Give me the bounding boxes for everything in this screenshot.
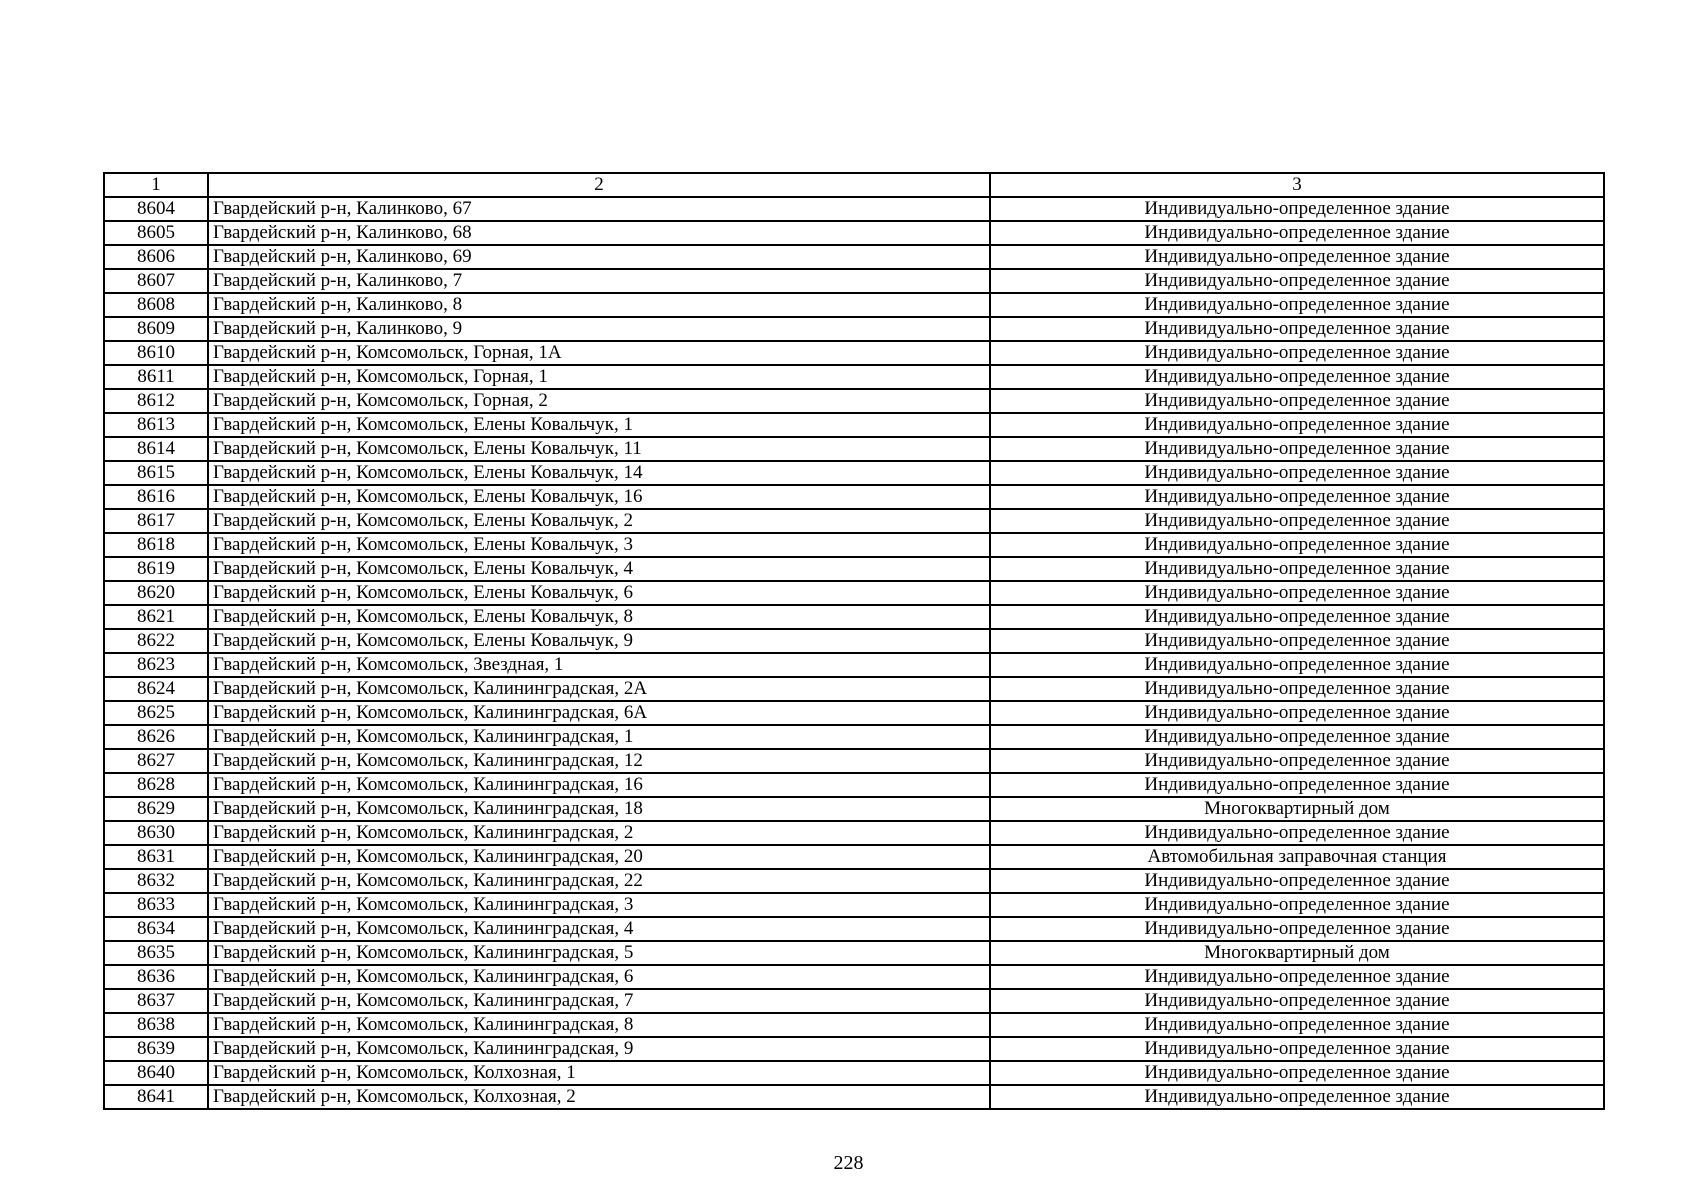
row-address: Гвардейский р-н, Комсомольск, Калининградская, 8 [208, 1013, 990, 1037]
header-col-2: 2 [208, 173, 990, 197]
row-object-type: Индивидуально-определенное здание [990, 485, 1604, 509]
row-address: Гвардейский р-н, Комсомольск, Калининградская, 1 [208, 725, 990, 749]
row-number: 8641 [104, 1085, 208, 1109]
table-row [104, 365, 1604, 389]
row-address: Гвардейский р-н, Калинково, 9 [208, 317, 990, 341]
row-number: 8608 [104, 293, 208, 317]
row-object-type: Многоквартирный дом [990, 941, 1604, 965]
row-number: 8632 [104, 869, 208, 893]
row-object-type: Индивидуально-определенное здание [990, 437, 1604, 461]
table-row [104, 1013, 1604, 1037]
row-object-type: Индивидуально-определенное здание [990, 581, 1604, 605]
row-object-type: Индивидуально-определенное здание [990, 989, 1604, 1013]
table-row [104, 629, 1604, 653]
row-object-type: Индивидуально-определенное здание [990, 221, 1604, 245]
row-number: 8625 [104, 701, 208, 725]
table-row [104, 341, 1604, 365]
row-address: Гвардейский р-н, Комсомольск, Елены Ковальчук, 1 [208, 413, 990, 437]
row-object-type: Многоквартирный дом [990, 797, 1604, 821]
row-number: 8604 [104, 197, 208, 221]
table-row [104, 653, 1604, 677]
row-address: Гвардейский р-н, Калинково, 7 [208, 269, 990, 293]
row-number: 8621 [104, 605, 208, 629]
row-number: 8613 [104, 413, 208, 437]
table-row [104, 221, 1604, 245]
row-object-type: Индивидуально-определенное здание [990, 461, 1604, 485]
table-row [104, 485, 1604, 509]
table-row [104, 605, 1604, 629]
row-object-type: Индивидуально-определенное здание [990, 341, 1604, 365]
row-address: Гвардейский р-н, Комсомольск, Калининградская, 18 [208, 797, 990, 821]
row-address: Гвардейский р-н, Комсомольск, Калининградская, 4 [208, 917, 990, 941]
property-table [103, 172, 1605, 1110]
row-number: 8620 [104, 581, 208, 605]
row-number: 8612 [104, 389, 208, 413]
table-row [104, 941, 1604, 965]
row-address: Гвардейский р-н, Комсомольск, Колхозная, 2 [208, 1085, 990, 1109]
row-object-type: Индивидуально-определенное здание [990, 1013, 1604, 1037]
row-address: Гвардейский р-н, Комсомольск, Горная, 1 [208, 365, 990, 389]
row-address: Гвардейский р-н, Комсомольск, Колхозная, 1 [208, 1061, 990, 1085]
row-object-type: Индивидуально-определенное здание [990, 1085, 1604, 1109]
row-object-type: Индивидуально-определенное здание [990, 893, 1604, 917]
row-object-type: Индивидуально-определенное здание [990, 701, 1604, 725]
row-address: Гвардейский р-н, Комсомольск, Горная, 2 [208, 389, 990, 413]
table-row [104, 509, 1604, 533]
row-number: 8638 [104, 1013, 208, 1037]
row-number: 8629 [104, 797, 208, 821]
row-number: 8637 [104, 989, 208, 1013]
row-number: 8640 [104, 1061, 208, 1085]
row-number: 8614 [104, 437, 208, 461]
table-row [104, 725, 1604, 749]
table-row [104, 845, 1604, 869]
row-address: Гвардейский р-н, Комсомольск, Горная, 1А [208, 341, 990, 365]
row-address: Гвардейский р-н, Комсомольск, Калининградская, 2А [208, 677, 990, 701]
row-address: Гвардейский р-н, Комсомольск, Калининградская, 5 [208, 941, 990, 965]
row-object-type: Индивидуально-определенное здание [990, 821, 1604, 845]
row-object-type: Индивидуально-определенное здание [990, 605, 1604, 629]
row-address: Гвардейский р-н, Комсомольск, Звездная, 1 [208, 653, 990, 677]
row-number: 8611 [104, 365, 208, 389]
row-object-type: Индивидуально-определенное здание [990, 1037, 1604, 1061]
row-object-type: Индивидуально-определенное здание [990, 917, 1604, 941]
row-address: Гвардейский р-н, Комсомольск, Елены Ковальчук, 4 [208, 557, 990, 581]
row-object-type: Индивидуально-определенное здание [990, 653, 1604, 677]
row-object-type: Индивидуально-определенное здание [990, 629, 1604, 653]
table-row [104, 437, 1604, 461]
table-row [104, 893, 1604, 917]
row-address: Гвардейский р-н, Калинково, 68 [208, 221, 990, 245]
table-row [104, 389, 1604, 413]
table-row [104, 245, 1604, 269]
row-number: 8616 [104, 485, 208, 509]
row-number: 8624 [104, 677, 208, 701]
row-number: 8627 [104, 749, 208, 773]
table-row [104, 749, 1604, 773]
row-address: Гвардейский р-н, Комсомольск, Елены Ковальчук, 16 [208, 485, 990, 509]
row-address: Гвардейский р-н, Комсомольск, Елены Ковальчук, 11 [208, 437, 990, 461]
row-object-type: Индивидуально-определенное здание [990, 749, 1604, 773]
page-number: 228 [833, 1152, 864, 1174]
table-row [104, 797, 1604, 821]
row-address: Гвардейский р-н, Комсомольск, Калининградская, 22 [208, 869, 990, 893]
row-number: 8606 [104, 245, 208, 269]
row-object-type: Индивидуально-определенное здание [990, 269, 1604, 293]
row-address: Гвардейский р-н, Комсомольск, Калининградская, 12 [208, 749, 990, 773]
row-number: 8605 [104, 221, 208, 245]
row-address: Гвардейский р-н, Комсомольск, Калининградская, 20 [208, 845, 990, 869]
table-body [104, 173, 1604, 1109]
row-number: 8607 [104, 269, 208, 293]
row-address: Гвардейский р-н, Комсомольск, Калининградская, 2 [208, 821, 990, 845]
row-number: 8626 [104, 725, 208, 749]
table-row [104, 917, 1604, 941]
row-number: 8615 [104, 461, 208, 485]
row-object-type: Индивидуально-определенное здание [990, 245, 1604, 269]
row-number: 8617 [104, 509, 208, 533]
row-address: Гвардейский р-н, Комсомольск, Елены Ковальчук, 3 [208, 533, 990, 557]
row-address: Гвардейский р-н, Комсомольск, Калининградская, 6 [208, 965, 990, 989]
table-row [104, 1061, 1604, 1085]
row-address: Гвардейский р-н, Комсомольск, Елены Ковальчук, 9 [208, 629, 990, 653]
row-object-type: Индивидуально-определенное здание [990, 965, 1604, 989]
row-number: 8622 [104, 629, 208, 653]
row-address: Гвардейский р-н, Комсомольск, Калининградская, 16 [208, 773, 990, 797]
row-number: 8634 [104, 917, 208, 941]
table-row [104, 557, 1604, 581]
table-row [104, 269, 1604, 293]
table-row [104, 461, 1604, 485]
row-address: Гвардейский р-н, Комсомольск, Калининградская, 7 [208, 989, 990, 1013]
table-row [104, 1037, 1604, 1061]
row-object-type: Индивидуально-определенное здание [990, 317, 1604, 341]
table-row [104, 989, 1604, 1013]
row-object-type: Индивидуально-определенное здание [990, 1061, 1604, 1085]
table-row [104, 581, 1604, 605]
row-address: Гвардейский р-н, Калинково, 69 [208, 245, 990, 269]
row-number: 8609 [104, 317, 208, 341]
table-header-row [104, 173, 1604, 197]
row-address: Гвардейский р-н, Калинково, 67 [208, 197, 990, 221]
row-address: Гвардейский р-н, Комсомольск, Елены Ковальчук, 14 [208, 461, 990, 485]
row-object-type: Индивидуально-определенное здание [990, 533, 1604, 557]
table-row [104, 821, 1604, 845]
table-row [104, 701, 1604, 725]
row-address: Гвардейский р-н, Комсомольск, Елены Ковальчук, 2 [208, 509, 990, 533]
table-row [104, 413, 1604, 437]
row-address: Гвардейский р-н, Калинково, 8 [208, 293, 990, 317]
table-row [104, 1085, 1604, 1109]
row-object-type: Индивидуально-определенное здание [990, 293, 1604, 317]
row-number: 8630 [104, 821, 208, 845]
table-row [104, 773, 1604, 797]
row-object-type: Индивидуально-определенное здание [990, 365, 1604, 389]
row-number: 8631 [104, 845, 208, 869]
row-object-type: Индивидуально-определенное здание [990, 773, 1604, 797]
row-object-type: Индивидуально-определенное здание [990, 509, 1604, 533]
table-row [104, 317, 1604, 341]
row-address: Гвардейский р-н, Комсомольск, Елены Ковальчук, 8 [208, 605, 990, 629]
row-object-type: Автомобильная заправочная станция [990, 845, 1604, 869]
row-address: Гвардейский р-н, Комсомольск, Калининградская, 6А [208, 701, 990, 725]
row-number: 8610 [104, 341, 208, 365]
row-number: 8623 [104, 653, 208, 677]
row-object-type: Индивидуально-определенное здание [990, 557, 1604, 581]
table-row [104, 869, 1604, 893]
row-number: 8619 [104, 557, 208, 581]
row-object-type: Индивидуально-определенное здание [990, 413, 1604, 437]
table-row [104, 533, 1604, 557]
table-row [104, 293, 1604, 317]
row-number: 8639 [104, 1037, 208, 1061]
row-number: 8633 [104, 893, 208, 917]
row-object-type: Индивидуально-определенное здание [990, 677, 1604, 701]
table-row [104, 677, 1604, 701]
row-number: 8635 [104, 941, 208, 965]
table-row [104, 965, 1604, 989]
row-address: Гвардейский р-н, Комсомольск, Калининградская, 3 [208, 893, 990, 917]
row-object-type: Индивидуально-определенное здание [990, 197, 1604, 221]
row-object-type: Индивидуально-определенное здание [990, 725, 1604, 749]
row-number: 8636 [104, 965, 208, 989]
row-object-type: Индивидуально-определенное здание [990, 869, 1604, 893]
row-object-type: Индивидуально-определенное здание [990, 389, 1604, 413]
row-number: 8618 [104, 533, 208, 557]
header-col-1: 1 [104, 173, 208, 197]
row-address: Гвардейский р-н, Комсомольск, Калининградская, 9 [208, 1037, 990, 1061]
table-row [104, 197, 1604, 221]
row-address: Гвардейский р-н, Комсомольск, Елены Ковальчук, 6 [208, 581, 990, 605]
row-number: 8628 [104, 773, 208, 797]
header-col-3: 3 [990, 173, 1604, 197]
